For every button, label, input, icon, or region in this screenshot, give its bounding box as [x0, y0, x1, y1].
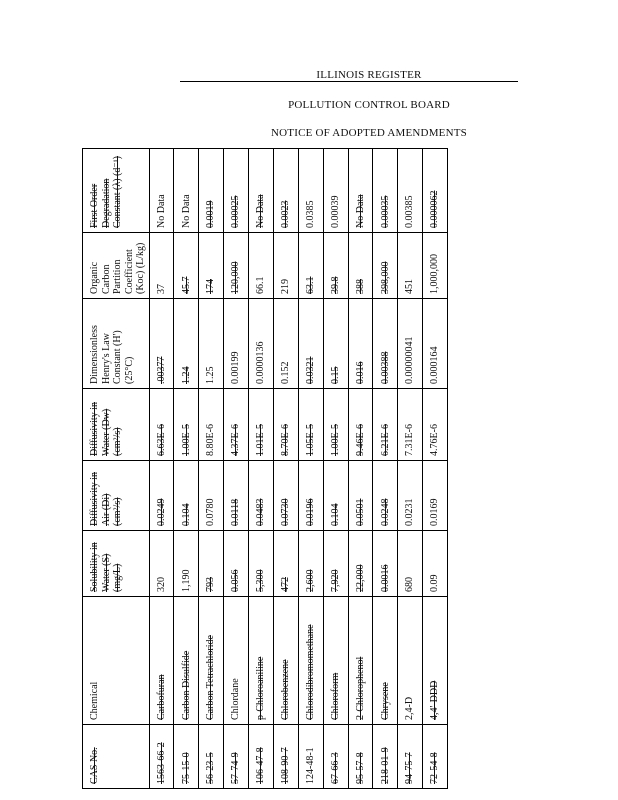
table-row	[298, 149, 323, 789]
table-cell: 45.7	[174, 233, 199, 299]
table-body	[149, 149, 448, 789]
table-cell: No Data	[348, 149, 373, 233]
table-cell: 0.00199	[224, 299, 249, 389]
table-cell: 124-48-1	[298, 725, 323, 789]
table-cell: 4.76E-6	[423, 389, 448, 461]
table-cell: 793	[199, 531, 224, 597]
table-cell: 22,000	[348, 531, 373, 597]
table-header-row	[83, 149, 150, 789]
table-row	[273, 149, 298, 789]
table-cell: 0.056	[224, 531, 249, 597]
table-row	[398, 149, 423, 789]
table-cell: No Data	[174, 149, 199, 233]
table-cell: 1,000,000	[423, 233, 448, 299]
column-header: Diffusivity in Water (Dw) (cm²/s)	[83, 389, 150, 461]
column-header: Dimensionless Henry's Law Constant (H') (25°C)	[83, 299, 150, 389]
table-cell: 0.0321	[298, 299, 323, 389]
table-cell: 39.8	[323, 233, 348, 299]
table-cell: 75-15-0	[174, 725, 199, 789]
table-cell: 320	[149, 531, 174, 597]
table-cell: 0.0385	[298, 149, 323, 233]
table-cell: 219	[273, 233, 298, 299]
table-cell: 95-57-8	[348, 725, 373, 789]
table-cell: 7,920	[323, 531, 348, 597]
table-cell: 472	[273, 531, 298, 597]
table-row	[249, 149, 274, 789]
board-title: POLLUTION CONTROL BOARD	[288, 99, 450, 111]
table-cell: 0.0019	[199, 149, 224, 233]
table-row	[323, 149, 348, 789]
table-cell: 1.01E-5	[249, 389, 274, 461]
table-cell: 2,4-D	[398, 597, 423, 725]
table-cell: 0.15	[323, 299, 348, 389]
table-cell: .00377	[149, 299, 174, 389]
column-header: Solubility in Water (S) (mg/L)	[83, 531, 150, 597]
table-cell: 94-75-7	[398, 725, 423, 789]
table-cell: 106-47-8	[249, 725, 274, 789]
table-cell: 63.1	[298, 233, 323, 299]
table-cell: 0.0780	[199, 461, 224, 531]
table-cell: 8.70E-6	[273, 389, 298, 461]
table-cell: 4,4'-DDD	[423, 597, 448, 725]
table-cell: 0.00000041	[398, 299, 423, 389]
column-header: Diffusivity in Air (Di) (cm²/s)	[83, 461, 150, 531]
table-cell: Chloroform	[323, 597, 348, 725]
table-cell: 388	[348, 233, 373, 299]
table-cell: 0.00035	[373, 149, 398, 233]
table-row	[373, 149, 398, 789]
table-cell: 0.0730	[273, 461, 298, 531]
table-cell: 4.37E-6	[224, 389, 249, 461]
table-cell: 66.1	[249, 233, 274, 299]
table-cell: 67-66-3	[323, 725, 348, 789]
table-cell: 0.152	[273, 299, 298, 389]
table-row	[224, 149, 249, 789]
table-cell: 5,300	[249, 531, 274, 597]
table-row	[149, 149, 174, 789]
table-cell: 6.63E-6	[149, 389, 174, 461]
table-cell: 0.00388	[373, 299, 398, 389]
table-cell: Chrysene	[373, 597, 398, 725]
table-cell: 0.104	[174, 461, 199, 531]
table-cell: 1.00E-5	[174, 389, 199, 461]
table-row	[199, 149, 224, 789]
table-cell: p-Chloroaniline	[249, 597, 274, 725]
table-cell: 1563-66-2	[149, 725, 174, 789]
column-header: Organic Carbon Partition Coefficient (Koc) (L/kg)	[83, 233, 150, 299]
notice-title: NOTICE OF ADOPTED AMENDMENTS	[271, 127, 467, 139]
table-cell: Carbofuran	[149, 597, 174, 725]
table-cell: Chlordane	[224, 597, 249, 725]
table-cell: 218-01-9	[373, 725, 398, 789]
table-cell: 0.00385	[398, 149, 423, 233]
table-cell: 0.00039	[323, 149, 348, 233]
table-cell: 72-54-8	[423, 725, 448, 789]
table-cell: 0.0169	[423, 461, 448, 531]
table-cell: 451	[398, 233, 423, 299]
table-cell: 680	[398, 531, 423, 597]
table-cell: 8.80E-6	[199, 389, 224, 461]
table-cell: 0.0118	[224, 461, 249, 531]
table-cell: Chlorodibromomethane	[298, 597, 323, 725]
table-cell: 0.00025	[224, 149, 249, 233]
column-header: CAS No.	[83, 725, 150, 789]
table-cell: 1.05E-5	[298, 389, 323, 461]
table-cell: 7.31E-6	[398, 389, 423, 461]
table-cell: 2,600	[298, 531, 323, 597]
table-cell: 0.0196	[298, 461, 323, 531]
table-cell: Carbon Tetrachloride	[199, 597, 224, 725]
table-cell: 0.0483	[249, 461, 274, 531]
table-cell: 0.104	[323, 461, 348, 531]
table-cell: 57-74-9	[224, 725, 249, 789]
table-cell: Carbon Disulfide	[174, 597, 199, 725]
table-cell: 0.0000136	[249, 299, 274, 389]
table-cell: Chlorobenzene	[273, 597, 298, 725]
table-row	[348, 149, 373, 789]
table-cell: 56-23-5	[199, 725, 224, 789]
header-rule	[180, 81, 518, 82]
table-cell: 0.0231	[398, 461, 423, 531]
table-cell: 6.21E-6	[373, 389, 398, 461]
rotated-table-container	[82, 149, 448, 789]
column-header: First Order Degradation Constant (λ) (d⁻¹)	[83, 149, 150, 233]
table-cell: 9.46E-6	[348, 389, 373, 461]
table-cell: No Data	[249, 149, 274, 233]
table-cell: 0.0501	[348, 461, 373, 531]
table-cell: 0.09	[423, 531, 448, 597]
table-cell: 1.24	[174, 299, 199, 389]
register-title: ILLINOIS REGISTER	[316, 69, 422, 81]
table-cell: 1.00E-5	[323, 389, 348, 461]
table-cell: 0.0248	[373, 461, 398, 531]
table-cell: 0.0249	[149, 461, 174, 531]
table-cell: 1.25	[199, 299, 224, 389]
chemical-properties-table	[82, 148, 448, 789]
table-cell: 108-90-7	[273, 725, 298, 789]
table-cell: 0.0016	[373, 531, 398, 597]
table-row	[423, 149, 448, 789]
table-cell: 37	[149, 233, 174, 299]
table-row	[174, 149, 199, 789]
table-cell: 0.000164	[423, 299, 448, 389]
table-cell: 174	[199, 233, 224, 299]
table-cell: No Data	[149, 149, 174, 233]
table-cell: 0.016	[348, 299, 373, 389]
table-cell: 0.0023	[273, 149, 298, 233]
table-cell: 120,000	[224, 233, 249, 299]
table-cell: 0.000062	[423, 149, 448, 233]
table-cell: 398,000	[373, 233, 398, 299]
table-cell: 2-Chlorophenol	[348, 597, 373, 725]
column-header: Chemical	[83, 597, 150, 725]
table-cell: 1,190	[174, 531, 199, 597]
